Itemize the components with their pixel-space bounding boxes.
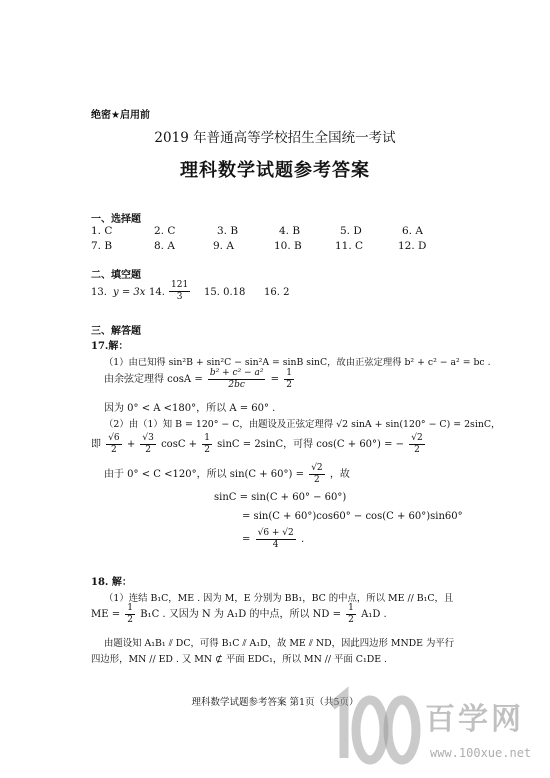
q17-line-9: = $\frac{√6 + √2}{4}$ .	[242, 528, 305, 550]
q17-line-5: 即 $\frac{√6}{2}$ + $\frac{√3}{2}$ cosC + $\frac{1}{2}$ sinC = 2sinC，可得 cos(C + 60°) = − $\frac{√2}{2}$	[91, 433, 423, 455]
answer-12: 12. D	[398, 240, 427, 252]
answer-10: 10. B	[274, 240, 302, 252]
section-fill-title: 二、填空题	[91, 270, 141, 281]
section-choice-title: 一、选择题	[91, 214, 141, 225]
answer-3: 3. B	[217, 225, 239, 237]
exam-secret-label: 绝密★启用前	[91, 110, 150, 121]
q14-label: 14.	[149, 287, 165, 298]
exam-title: 2019 年普通高等学校招生全国统一考试	[154, 130, 396, 146]
q13-label: 13.	[91, 287, 107, 298]
answer-8: 8. A	[154, 240, 175, 252]
q18-line-4: 四边形，MN // ED . 又 MN ⊄ 平面 EDC₁，所以 MN // 平面 C₁DE .	[91, 654, 388, 665]
q14-answer: $\frac{121}{3}$	[171, 280, 189, 302]
q13-answer: y = 3x	[113, 287, 146, 298]
answer-5: 5. D	[340, 225, 362, 237]
answer-9: 9. A	[213, 240, 234, 252]
q17-label: 17.解：	[91, 341, 129, 352]
answer-4: 4. B	[279, 225, 301, 237]
answer-1: 1. C	[91, 225, 113, 237]
q17-line-8: = sin(C + 60°)cos60° − cos(C + 60°)sin60°	[242, 511, 463, 522]
watermark-100-logo	[318, 676, 424, 772]
answer-11: 11. C	[335, 240, 364, 252]
q16-answer: 16. 2	[264, 287, 290, 298]
q17-line-3: 因为 0° < A <180°，所以 A = 60° .	[104, 403, 276, 414]
section-solve-title: 三、解答题	[91, 326, 141, 337]
q18-line-3: 由题设知 A₁B₁ ⫽ DC，可得 B₁C ⫽ A₁D，故 ME ⫽ ND，因此四边形 MNDE 为平行	[104, 638, 455, 649]
document-title: 理科数学试题参考答案	[180, 160, 370, 181]
answer-2: 2. C	[154, 225, 176, 237]
q18-label: 18. 解：	[91, 577, 132, 588]
fill-answers-row	[91, 282, 351, 310]
page-footer: 理科数学试题参考答案 第1页（共5页）	[191, 697, 359, 708]
q18-line-2: ME = $\frac{1}{2}$ B₁C . 又因为 N 为 A₁D 的中点，所以 ND = $\frac{1}{2}$ A₁D .	[91, 603, 387, 625]
q17-line-2: 由余弦定理得 cosA = $\frac{\text{b² + c² − a²}}{2bc}$ = $\frac{1}{2}$	[104, 368, 292, 390]
q17-line-6: 由于 0° < C <120°，所以 sin(C + 60°) = $\frac{√2}{2}$ ，故	[104, 463, 350, 485]
watermark-text: 百学网	[425, 702, 524, 737]
answer-6: 6. A	[402, 225, 423, 237]
q17-line-4: （2）由（1）知 B = 120° − C，由题设及正弦定理得 √2 sinA + sin(120° − C) = 2sinC，	[104, 419, 501, 430]
q17-line-1: （1）由已知得 sin²B + sin²C − sin²A = sinB sinC，故由正弦定理得 b² + c² − a² = bc .	[104, 357, 491, 368]
answer-7: 7. B	[91, 240, 113, 252]
q15-answer: 15. 0.18	[204, 287, 246, 298]
watermark-url: www.100xue.net	[430, 746, 532, 760]
q17-line-7: sinC = sin(C + 60° − 60°)	[214, 492, 347, 503]
q18-line-1: （1）连结 B₁C，ME . 因为 M，E 分别为 BB₁，BC 的中点，所以 ME // B₁C，且	[104, 593, 454, 604]
